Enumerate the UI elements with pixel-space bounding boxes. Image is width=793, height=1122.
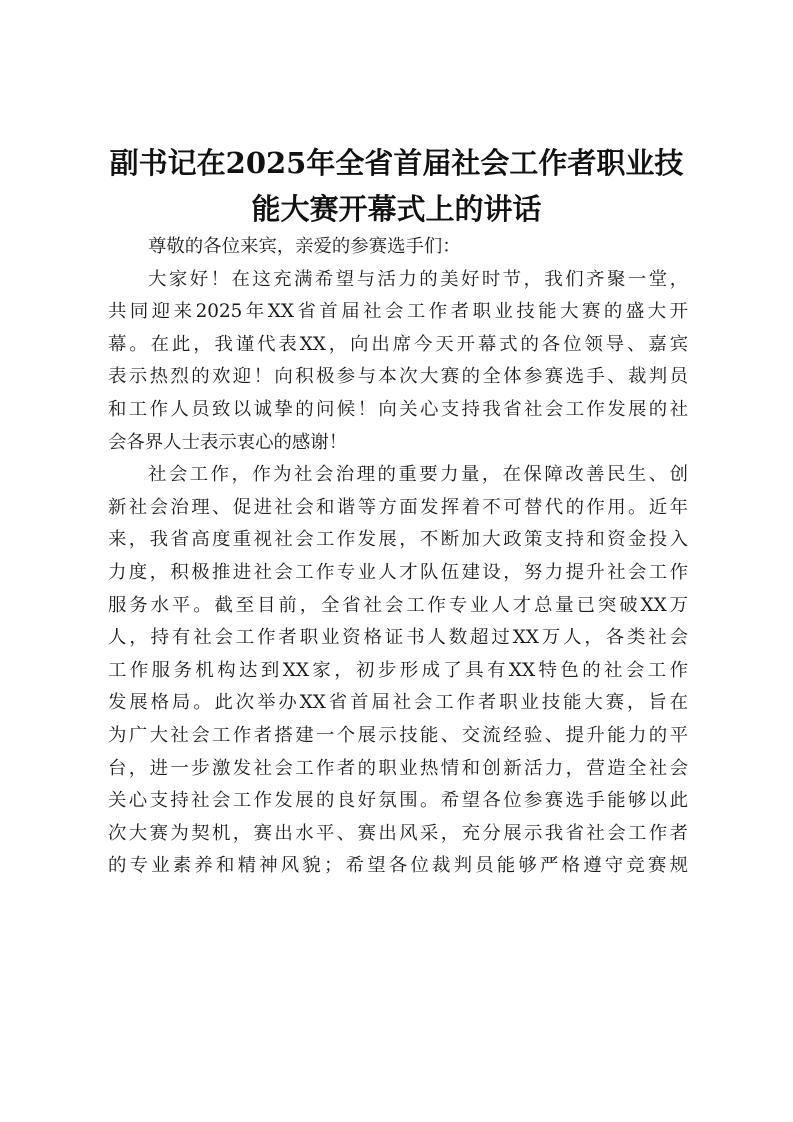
body-line: 的专业素养和精神风貌；希望各位裁判员能够严格遵守竞赛规 [108,855,688,877]
body-line: 服务水平。截至目前，全省社会工作专业人才总量已突破XX万 [108,594,688,616]
body-line: 来，我省高度重视社会工作发展，不断加大政策支持和资金投入 [108,529,688,551]
body-line: 社会工作，作为社会治理的重要力量，在保障改善民生、创 [148,464,688,486]
body-line: 人，持有社会工作者职业资格证书人数超过XX万人，各类社会 [108,627,688,649]
body-line: 台，进一步激发社会工作者的职业热情和创新活力，营造全社会 [108,757,688,779]
body-line: 尊敬的各位来宾，亲爱的参赛选手们： [148,236,461,257]
body-line: 大家好！在这充满希望与活力的美好时节，我们齐聚一堂， [148,268,688,290]
body-line: 力度，积极推进社会工作专业人才队伍建设，努力提升社会工作 [108,561,688,583]
document-title-line-1: 副书记在2025年全省首届社会工作者职业技 [109,146,684,180]
body-line: 表示热烈的欢迎！向积极参与本次大赛的全体参赛选手、裁判员 [108,366,688,388]
body-line: 新社会治理、促进社会和谐等方面发挥着不可替代的作用。近年 [108,496,688,518]
body-line: 工作服务机构达到XX家，初步形成了具有XX特色的社会工作 [108,659,688,681]
body-line: 和工作人员致以诚挚的问候！向关心支持我省社会工作发展的社 [108,398,688,420]
document-title-line-2: 能大赛开幕式上的讲话 [251,192,542,226]
document-body [108,231,688,883]
body-line: 为广大社会工作者搭建一个展示技能、交流经验、提升能力的平 [108,724,688,746]
body-line: 会各界人士表示衷心的感谢！ [108,431,348,453]
body-line: 发展格局。此次举办XX省首届社会工作者职业技能大赛，旨在 [108,692,688,714]
body-line: 幕。在此，我谨代表XX，向出席今天开幕式的各位领导、嘉宾 [108,333,688,355]
body-line: 共同迎来2025年XX省首届社会工作者职业技能大赛的盛大开 [108,301,688,323]
body-line: 次大赛为契机，赛出水平、赛出风采，充分展示我省社会工作者 [108,822,688,844]
body-line: 关心支持社会工作发展的良好氛围。希望各位参赛选手能够以此 [108,790,688,812]
